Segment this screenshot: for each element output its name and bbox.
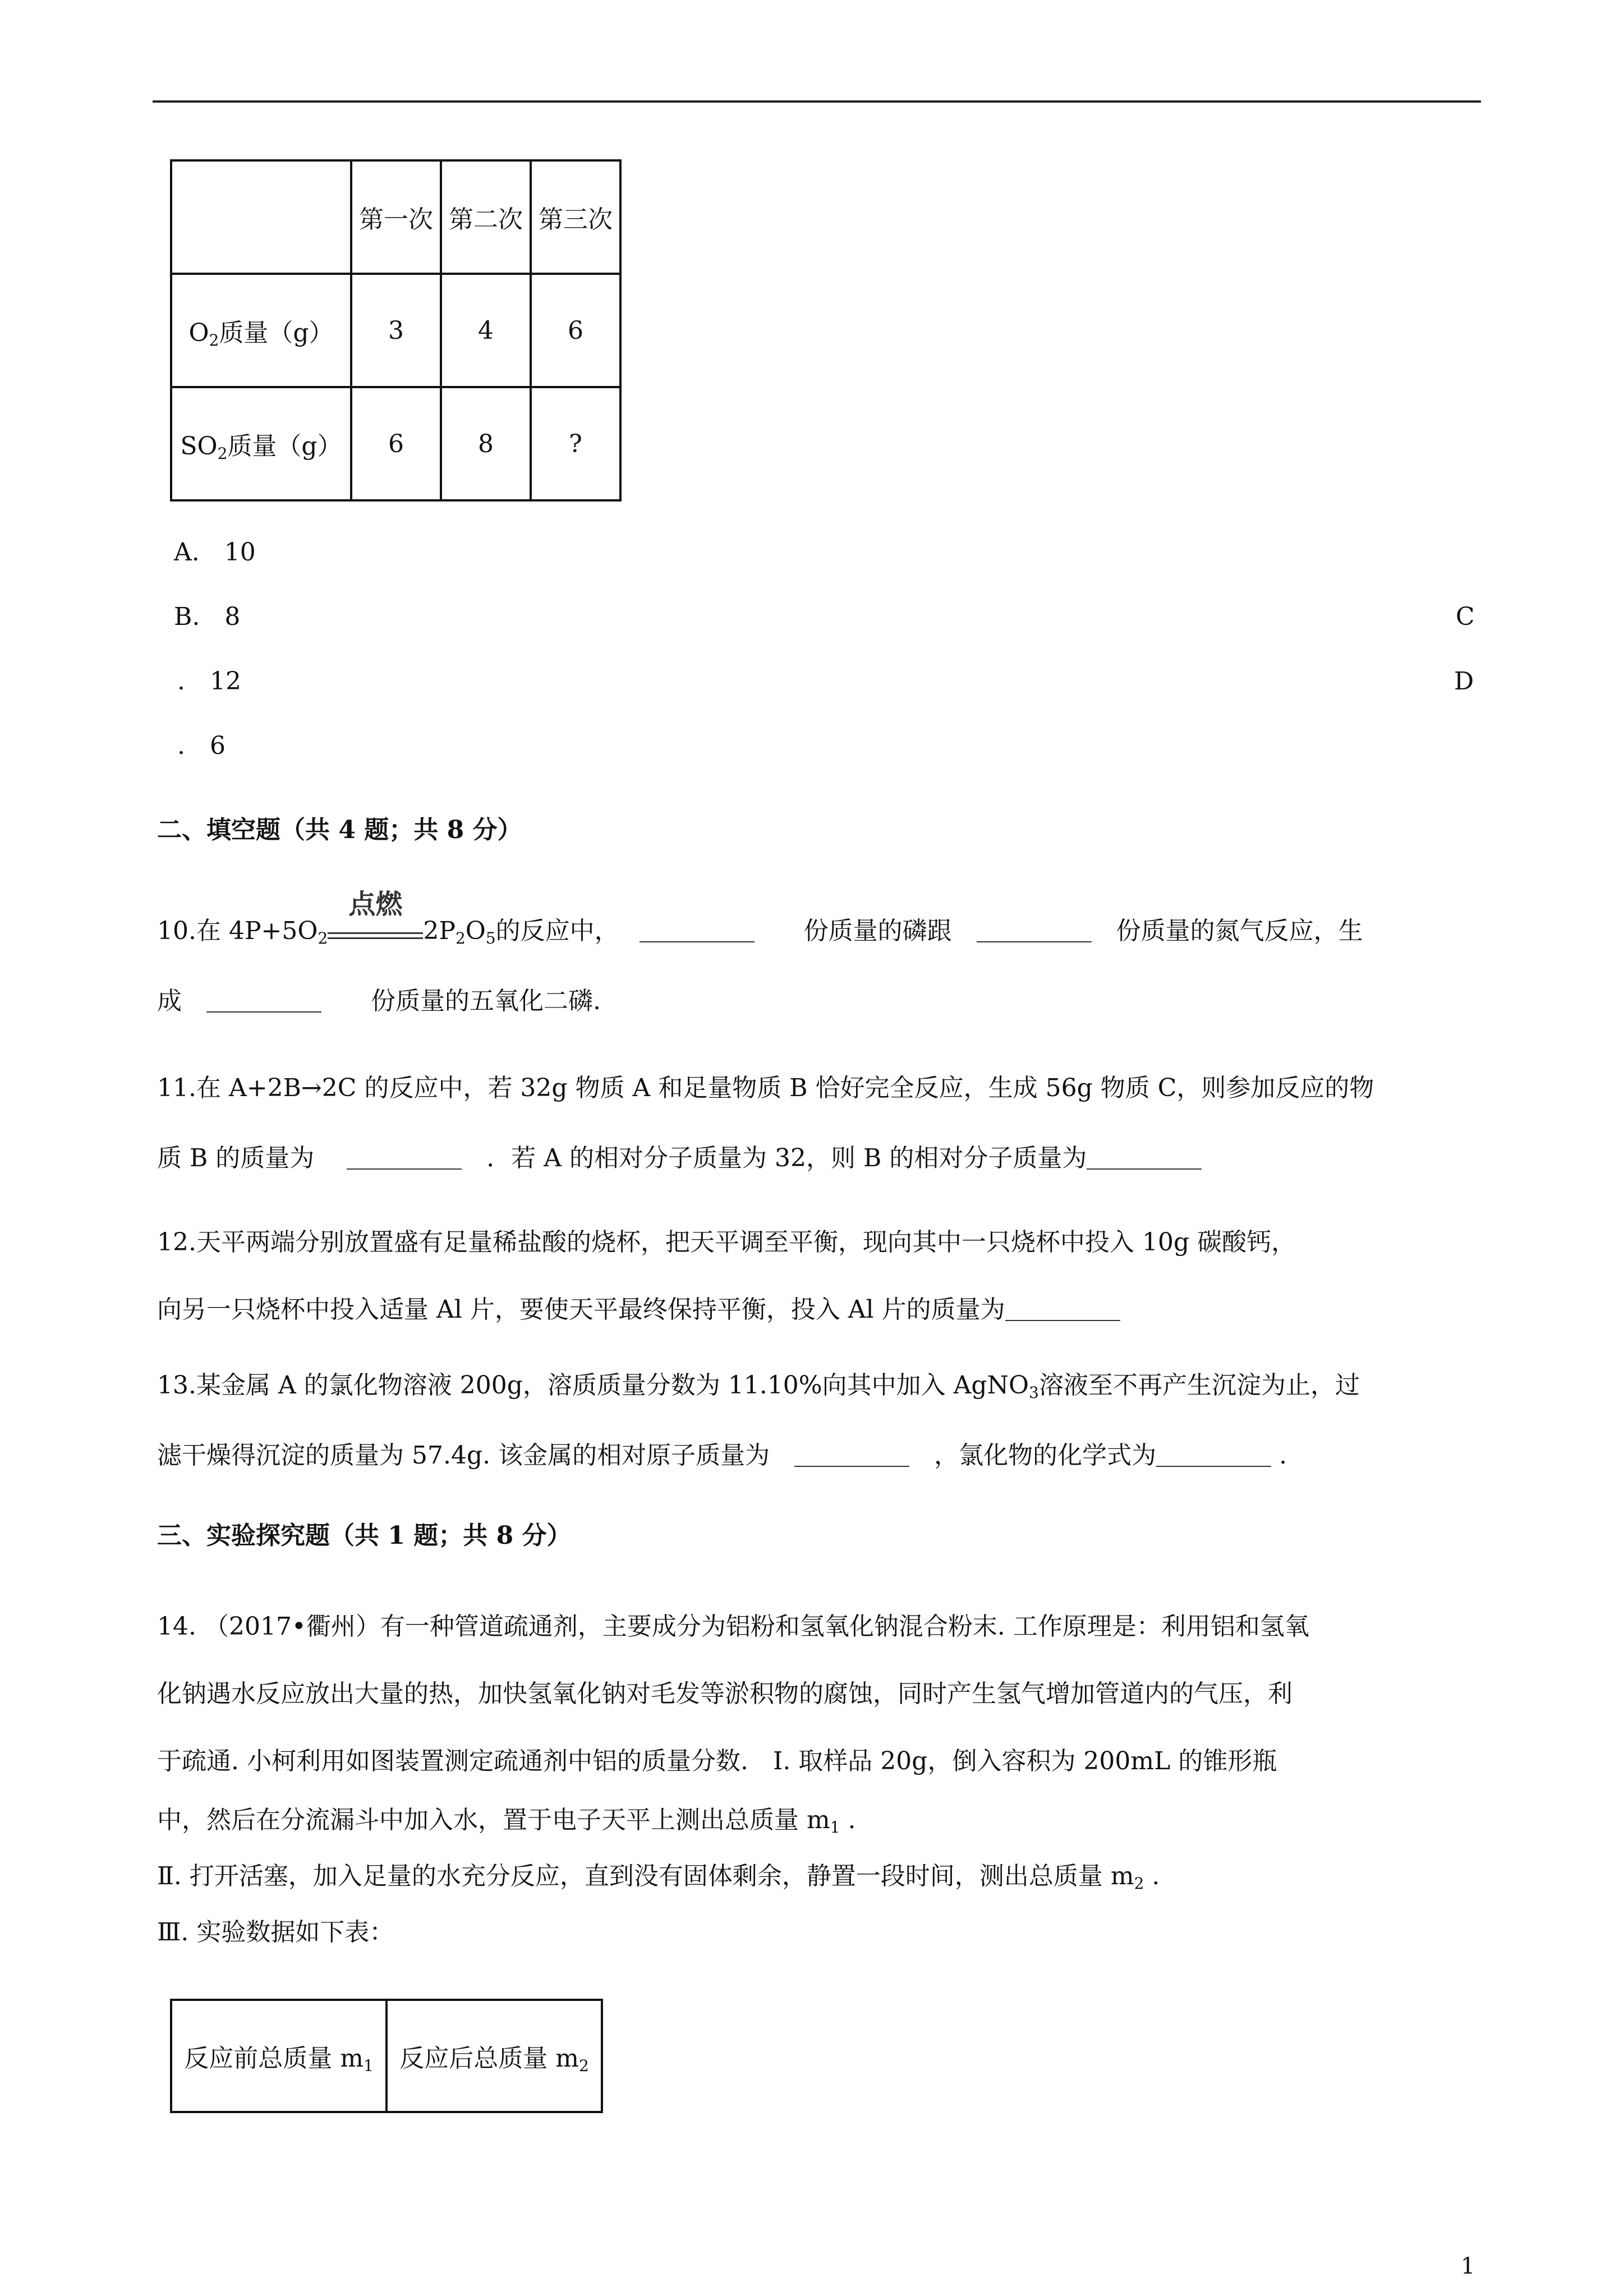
answer-blank[interactable] bbox=[1087, 1146, 1202, 1170]
table-cell: 8 bbox=[441, 387, 531, 500]
table-row bbox=[171, 274, 620, 387]
table-cell: 6 bbox=[351, 387, 441, 500]
table-header-row bbox=[171, 160, 620, 274]
option-a: A. 10 bbox=[174, 538, 256, 567]
table-row bbox=[171, 387, 620, 500]
header-rule bbox=[153, 100, 1481, 103]
table-cell: 3 bbox=[351, 274, 441, 387]
answer-blank[interactable] bbox=[347, 1146, 462, 1170]
option-d-letter: D bbox=[1454, 667, 1474, 696]
table-header-cell: 第一次 bbox=[351, 160, 441, 274]
row-label: $SO_2$质量（g） bbox=[171, 387, 351, 500]
table-cell: ? bbox=[531, 387, 620, 500]
option-c-letter: C bbox=[1456, 602, 1475, 631]
question-14-line-3: 于疏通. 小柯利用如图装置测定疏通剂中铝的质量分数. Ⅰ. 取样品 20g，倒入容积为 200mL 的锥形瓶 bbox=[157, 1747, 1277, 1775]
experiment-data-table bbox=[170, 1999, 603, 2113]
table-header-row bbox=[171, 2000, 602, 2112]
page-number: 1 bbox=[1461, 2253, 1475, 2279]
answer-blank[interactable] bbox=[977, 919, 1092, 942]
question-10-line-1: 10.在 $4P+5O_2$ 点燃 $2P_2O_5$的反应中， 份质量的磷跟 份质量的氮气反应，生 bbox=[157, 889, 1363, 947]
answer-blank[interactable] bbox=[1005, 1297, 1120, 1321]
table-cell: 4 bbox=[441, 274, 531, 387]
answer-blank[interactable] bbox=[206, 989, 321, 1013]
answer-blank[interactable] bbox=[794, 1443, 909, 1467]
question-13-line-2: 滤干燥得沉淀的质量为 57.4g. 该金属的相对原子质量为 ，氯化物的化学式为 . bbox=[157, 1441, 1287, 1470]
row-label: $O_2$质量（g） bbox=[171, 274, 351, 387]
option-b: B. 8 bbox=[174, 602, 241, 631]
table-header-cell: 第二次 bbox=[441, 160, 531, 274]
question-11-line-2: 质 B 的质量为 ．若 A 的相对分子质量为 32，则 B 的相对分子质量为 bbox=[157, 1142, 1202, 1175]
table-header-cell: 第三次 bbox=[531, 160, 620, 274]
table-cell: 6 bbox=[531, 274, 620, 387]
question-14-line-5: Ⅱ. 打开活塞，加入足量的水充分反应，直到没有固体剩余，静置一段时间，测出总质量 $m_2$ . bbox=[157, 1862, 1160, 1893]
mass-table bbox=[170, 159, 622, 501]
answer-blank[interactable] bbox=[640, 919, 755, 942]
question-14-line-4: 中，然后在分流漏斗中加入水，置于电子天平上测出总质量 $m_1$ . bbox=[157, 1806, 856, 1837]
question-12-line-2: 向另一只烧杯中投入适量 Al 片，要使天平最终保持平衡，投入 Al 片的质量为 bbox=[157, 1293, 1120, 1327]
question-11-line-1: 11.在 A+2B→2C 的反应中，若 32g 物质 A 和足量物质 B 恰好完全反应，生成 56g 物质 C，则参加反应的物 bbox=[157, 1074, 1374, 1102]
question-14-line-2: 化钠遇水反应放出大量的热，加快氢氧化钠对毛发等淤积物的腐蚀，同时产生氢气增加管道内的气压，利 bbox=[157, 1680, 1292, 1708]
question-10-line-2: 成 份质量的五氧化二磷. bbox=[157, 987, 601, 1015]
table-corner-cell bbox=[171, 160, 351, 274]
question-14-line-6: Ⅲ. 实验数据如下表： bbox=[157, 1918, 394, 1947]
section-heading: 三、实验探究题（共 1 题；共 8 分） bbox=[157, 1521, 572, 1550]
section-heading: 二、填空题（共 4 题；共 8 分） bbox=[157, 816, 522, 844]
option-c-value: . 12 bbox=[177, 667, 241, 696]
table-header-cell: 反应后总质量 $m_2$ bbox=[387, 2000, 602, 2112]
reaction-condition: 点燃 bbox=[328, 913, 423, 939]
answer-blank[interactable] bbox=[1156, 1443, 1271, 1467]
option-d-value: . 6 bbox=[177, 731, 226, 760]
table-header-cell: 反应前总质量 $m_1$ bbox=[171, 2000, 387, 2112]
question-13-line-1: 13.某金属 A 的氯化物溶液 200g，溶质质量分数为 11.10%向其中加入 AgNO$_3$溶液至不再产生沉淀为止，过 bbox=[157, 1371, 1360, 1402]
question-12-line-1: 12.天平两端分别放置盛有足量稀盐酸的烧杯，把天平调至平衡，现向其中一只烧杯中投入 10g 碳酸钙， bbox=[157, 1228, 1296, 1257]
question-14-line-1: 14. （2017•衢州）有一种管道疏通剂，主要成分为铝粉和氢氧化钠混合粉末. 工作原理是：利用铝和氢氧 bbox=[157, 1612, 1309, 1641]
